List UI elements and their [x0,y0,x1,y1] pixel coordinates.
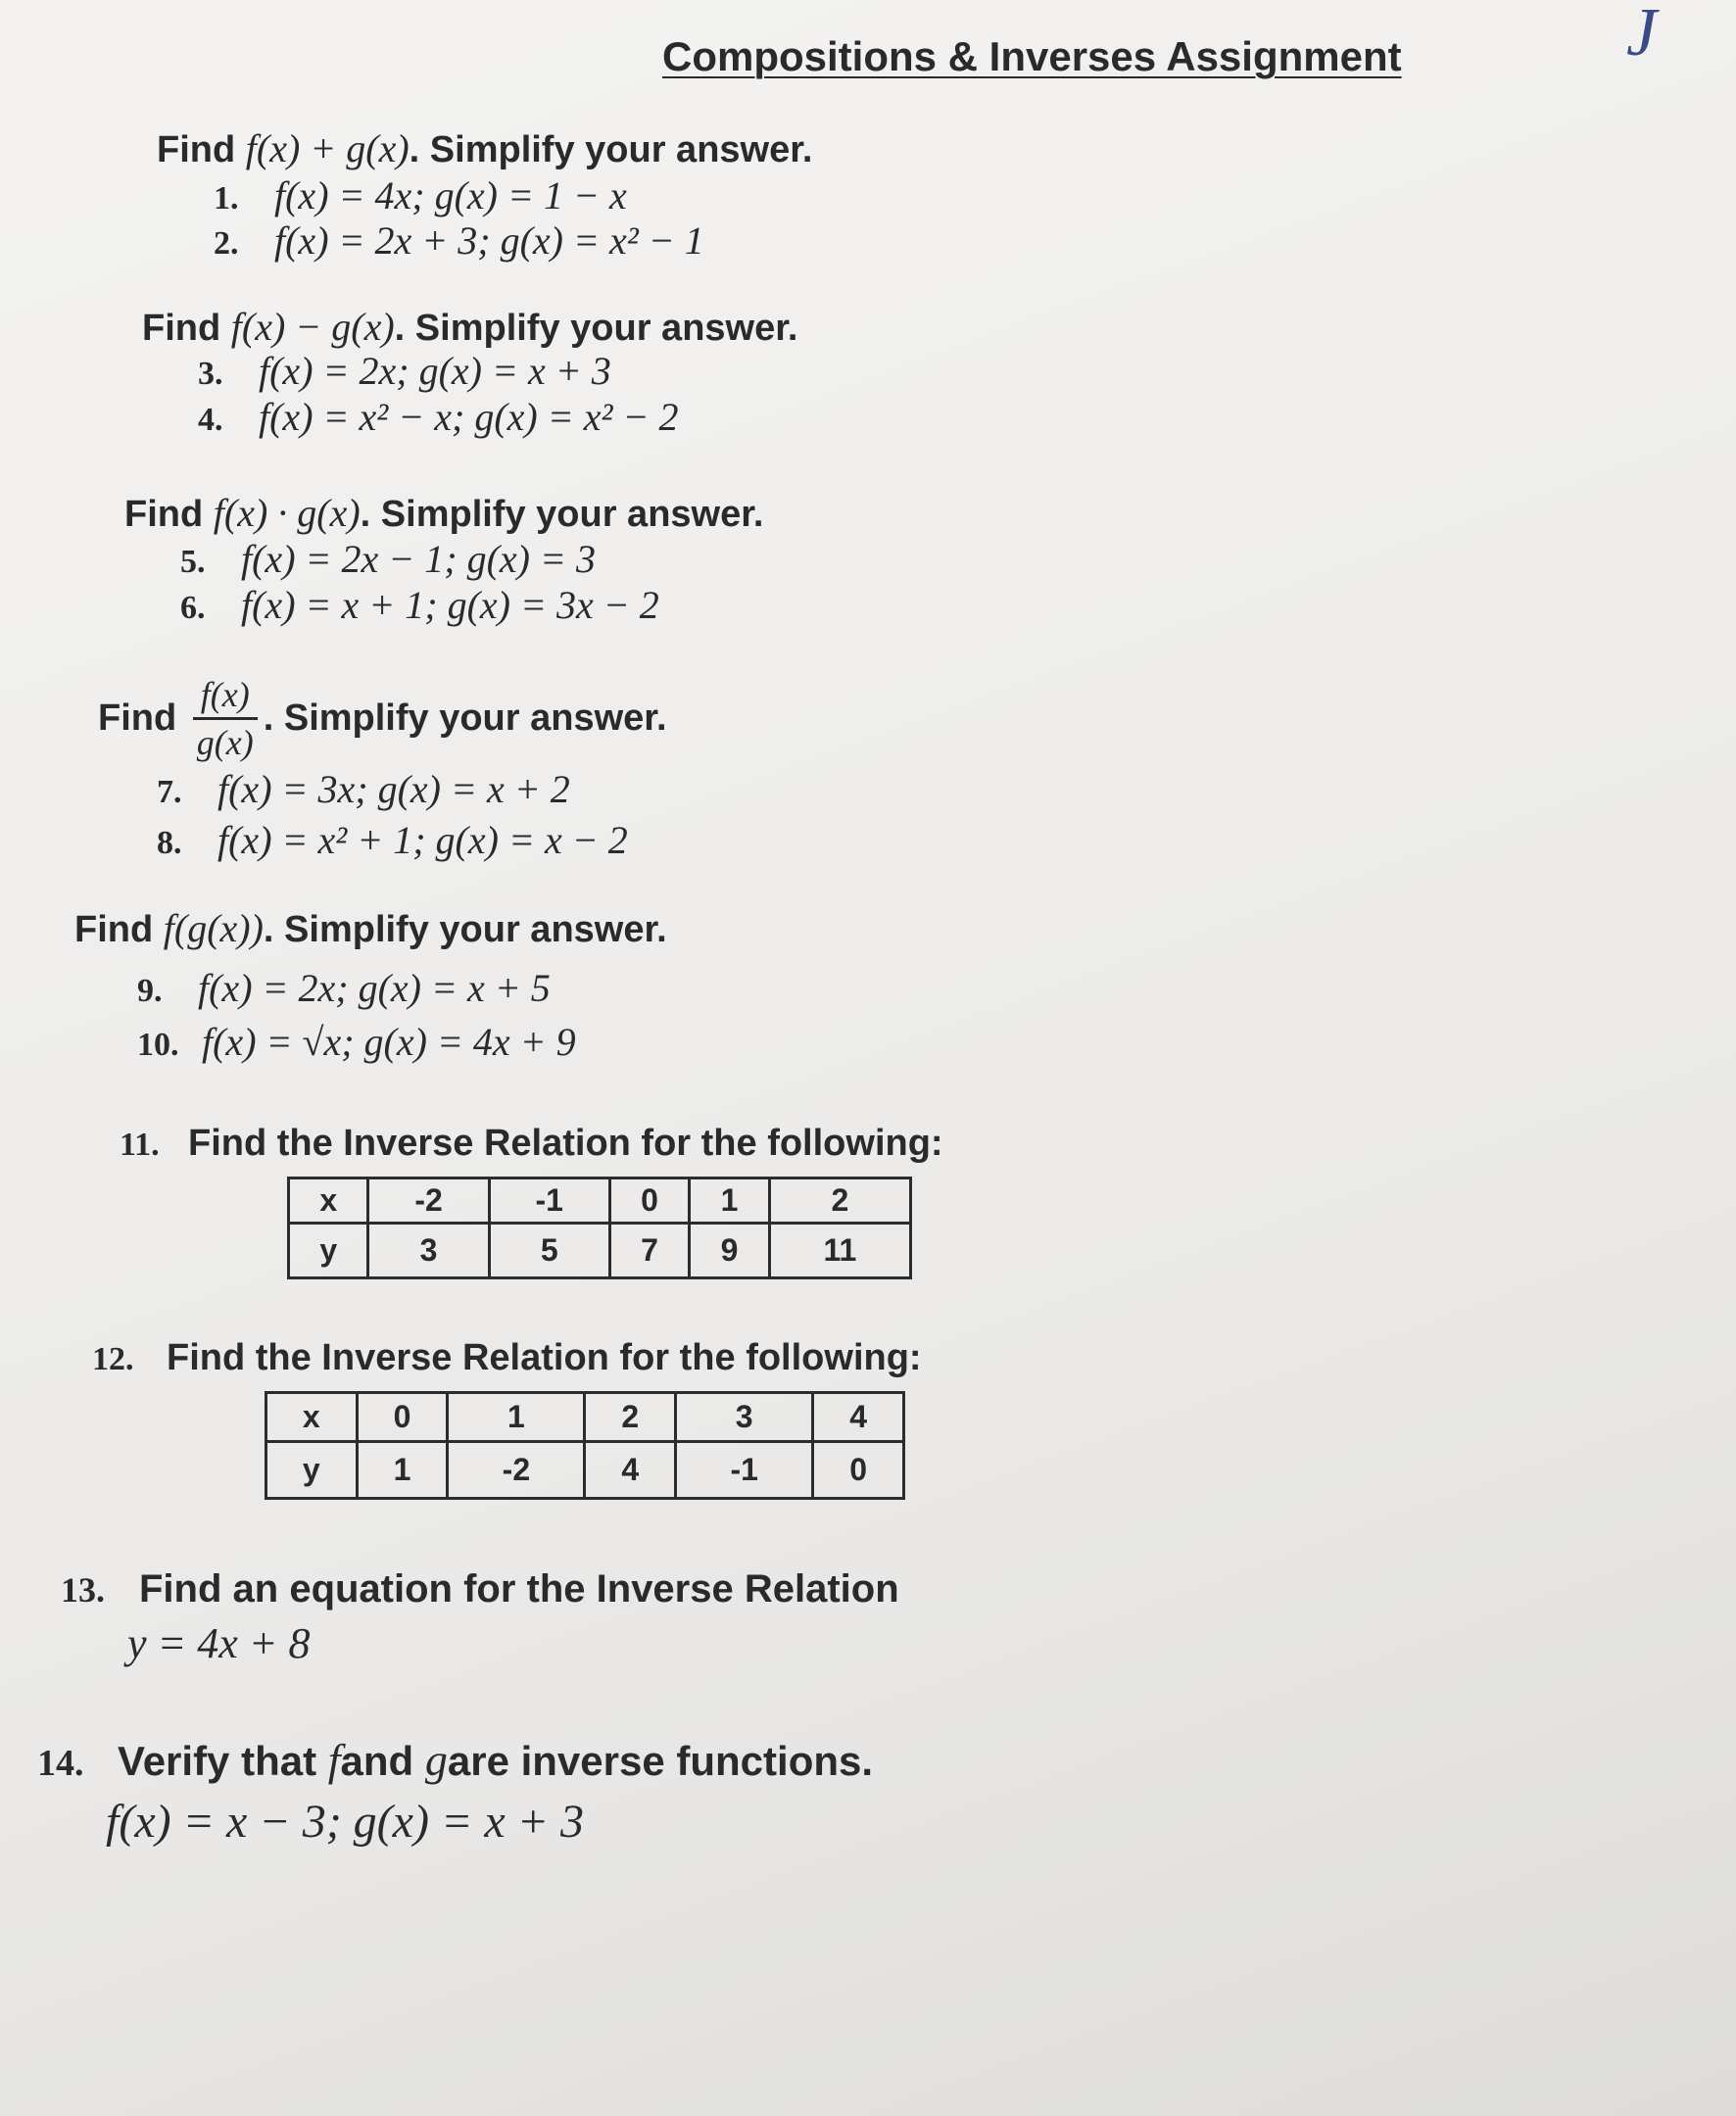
table-cell: 3 [368,1224,489,1278]
table-cell: -1 [676,1442,813,1499]
table-cell: 5 [489,1224,609,1278]
table-cell: -2 [448,1442,585,1499]
table-cell: 9 [690,1224,769,1278]
table-cell: -1 [489,1178,609,1224]
handwritten-initial: J [1626,0,1658,71]
table-cell: 0 [813,1442,904,1499]
table-cell: y [289,1224,368,1278]
table-row-x [266,1393,904,1442]
section-2-heading: Find f(x) − g(x). Simplify your answer. [142,305,798,349]
table-cell: y [266,1442,358,1499]
problem-12-table [265,1391,905,1500]
table-cell: x [266,1393,358,1442]
fraction-f-over-g: $\frac{f(x)}{g(x)}$ [193,674,258,763]
table-cell: 2 [769,1178,910,1224]
table-row-y [266,1442,904,1499]
section-4-heading: Find $\frac{f(x)}{g(x)}$ . Simplify your answer. [98,675,667,762]
table-cell: 0 [609,1178,689,1224]
problem-13-heading: 13. Find an equation for the Inverse Relation [61,1567,899,1611]
table-row-y [289,1224,911,1278]
problem-13-equation: y = 4x + 8 [127,1619,311,1667]
problem-2: 2. f(x) = 2x + 3; g(x) = x² − 1 [214,218,704,263]
table-row-x [289,1178,911,1224]
problem-8: 8. f(x) = x² + 1; g(x) = x − 2 [157,818,628,862]
table-cell: 1 [357,1442,448,1499]
table-cell: -2 [368,1178,489,1224]
table-cell: 1 [690,1178,769,1224]
problem-6: 6. f(x) = x + 1; g(x) = 3x − 2 [180,583,659,627]
problem-1: 1. f(x) = 4x; g(x) = 1 − x [214,173,627,217]
table-cell: 2 [585,1393,676,1442]
problem-14-equation: f(x) = x − 3; g(x) = x + 3 [106,1796,585,1848]
problem-7: 7. f(x) = 3x; g(x) = x + 2 [157,767,570,811]
section-3-heading: Find f(x) · g(x). Simplify your answer. [124,491,764,535]
page-title: Compositions & Inverses Assignment [662,33,1402,79]
problem-3: 3. f(x) = 2x; g(x) = x + 3 [198,349,611,393]
table-cell: 11 [769,1224,910,1278]
problem-11-table [287,1177,912,1279]
problem-14-heading: 14. Verify that fand gare inverse functions. [37,1735,874,1785]
problem-4: 4. f(x) = x² − x; g(x) = x² − 2 [198,395,679,439]
problem-10: 10. f(x) = √x; g(x) = 4x + 9 [137,1020,576,1064]
problem-5: 5. f(x) = 2x − 1; g(x) = 3 [180,537,596,581]
table-cell: 3 [676,1393,813,1442]
section-5-heading: Find f(g(x)). Simplify your answer. [74,906,667,950]
section-1-heading: Find f(x) + g(x). Simplify your answer. [157,126,813,170]
table-cell: x [289,1178,368,1224]
table-cell: 4 [813,1393,904,1442]
table-cell: 1 [448,1393,585,1442]
problem-11-heading: 11. Find the Inverse Relation for the following: [120,1123,943,1164]
table-cell: 0 [357,1393,448,1442]
problem-12-heading: 12. Find the Inverse Relation for the following: [92,1337,922,1378]
table-cell: 7 [609,1224,689,1278]
problem-9: 9. f(x) = 2x; g(x) = x + 5 [137,966,551,1010]
table-cell: 4 [585,1442,676,1499]
